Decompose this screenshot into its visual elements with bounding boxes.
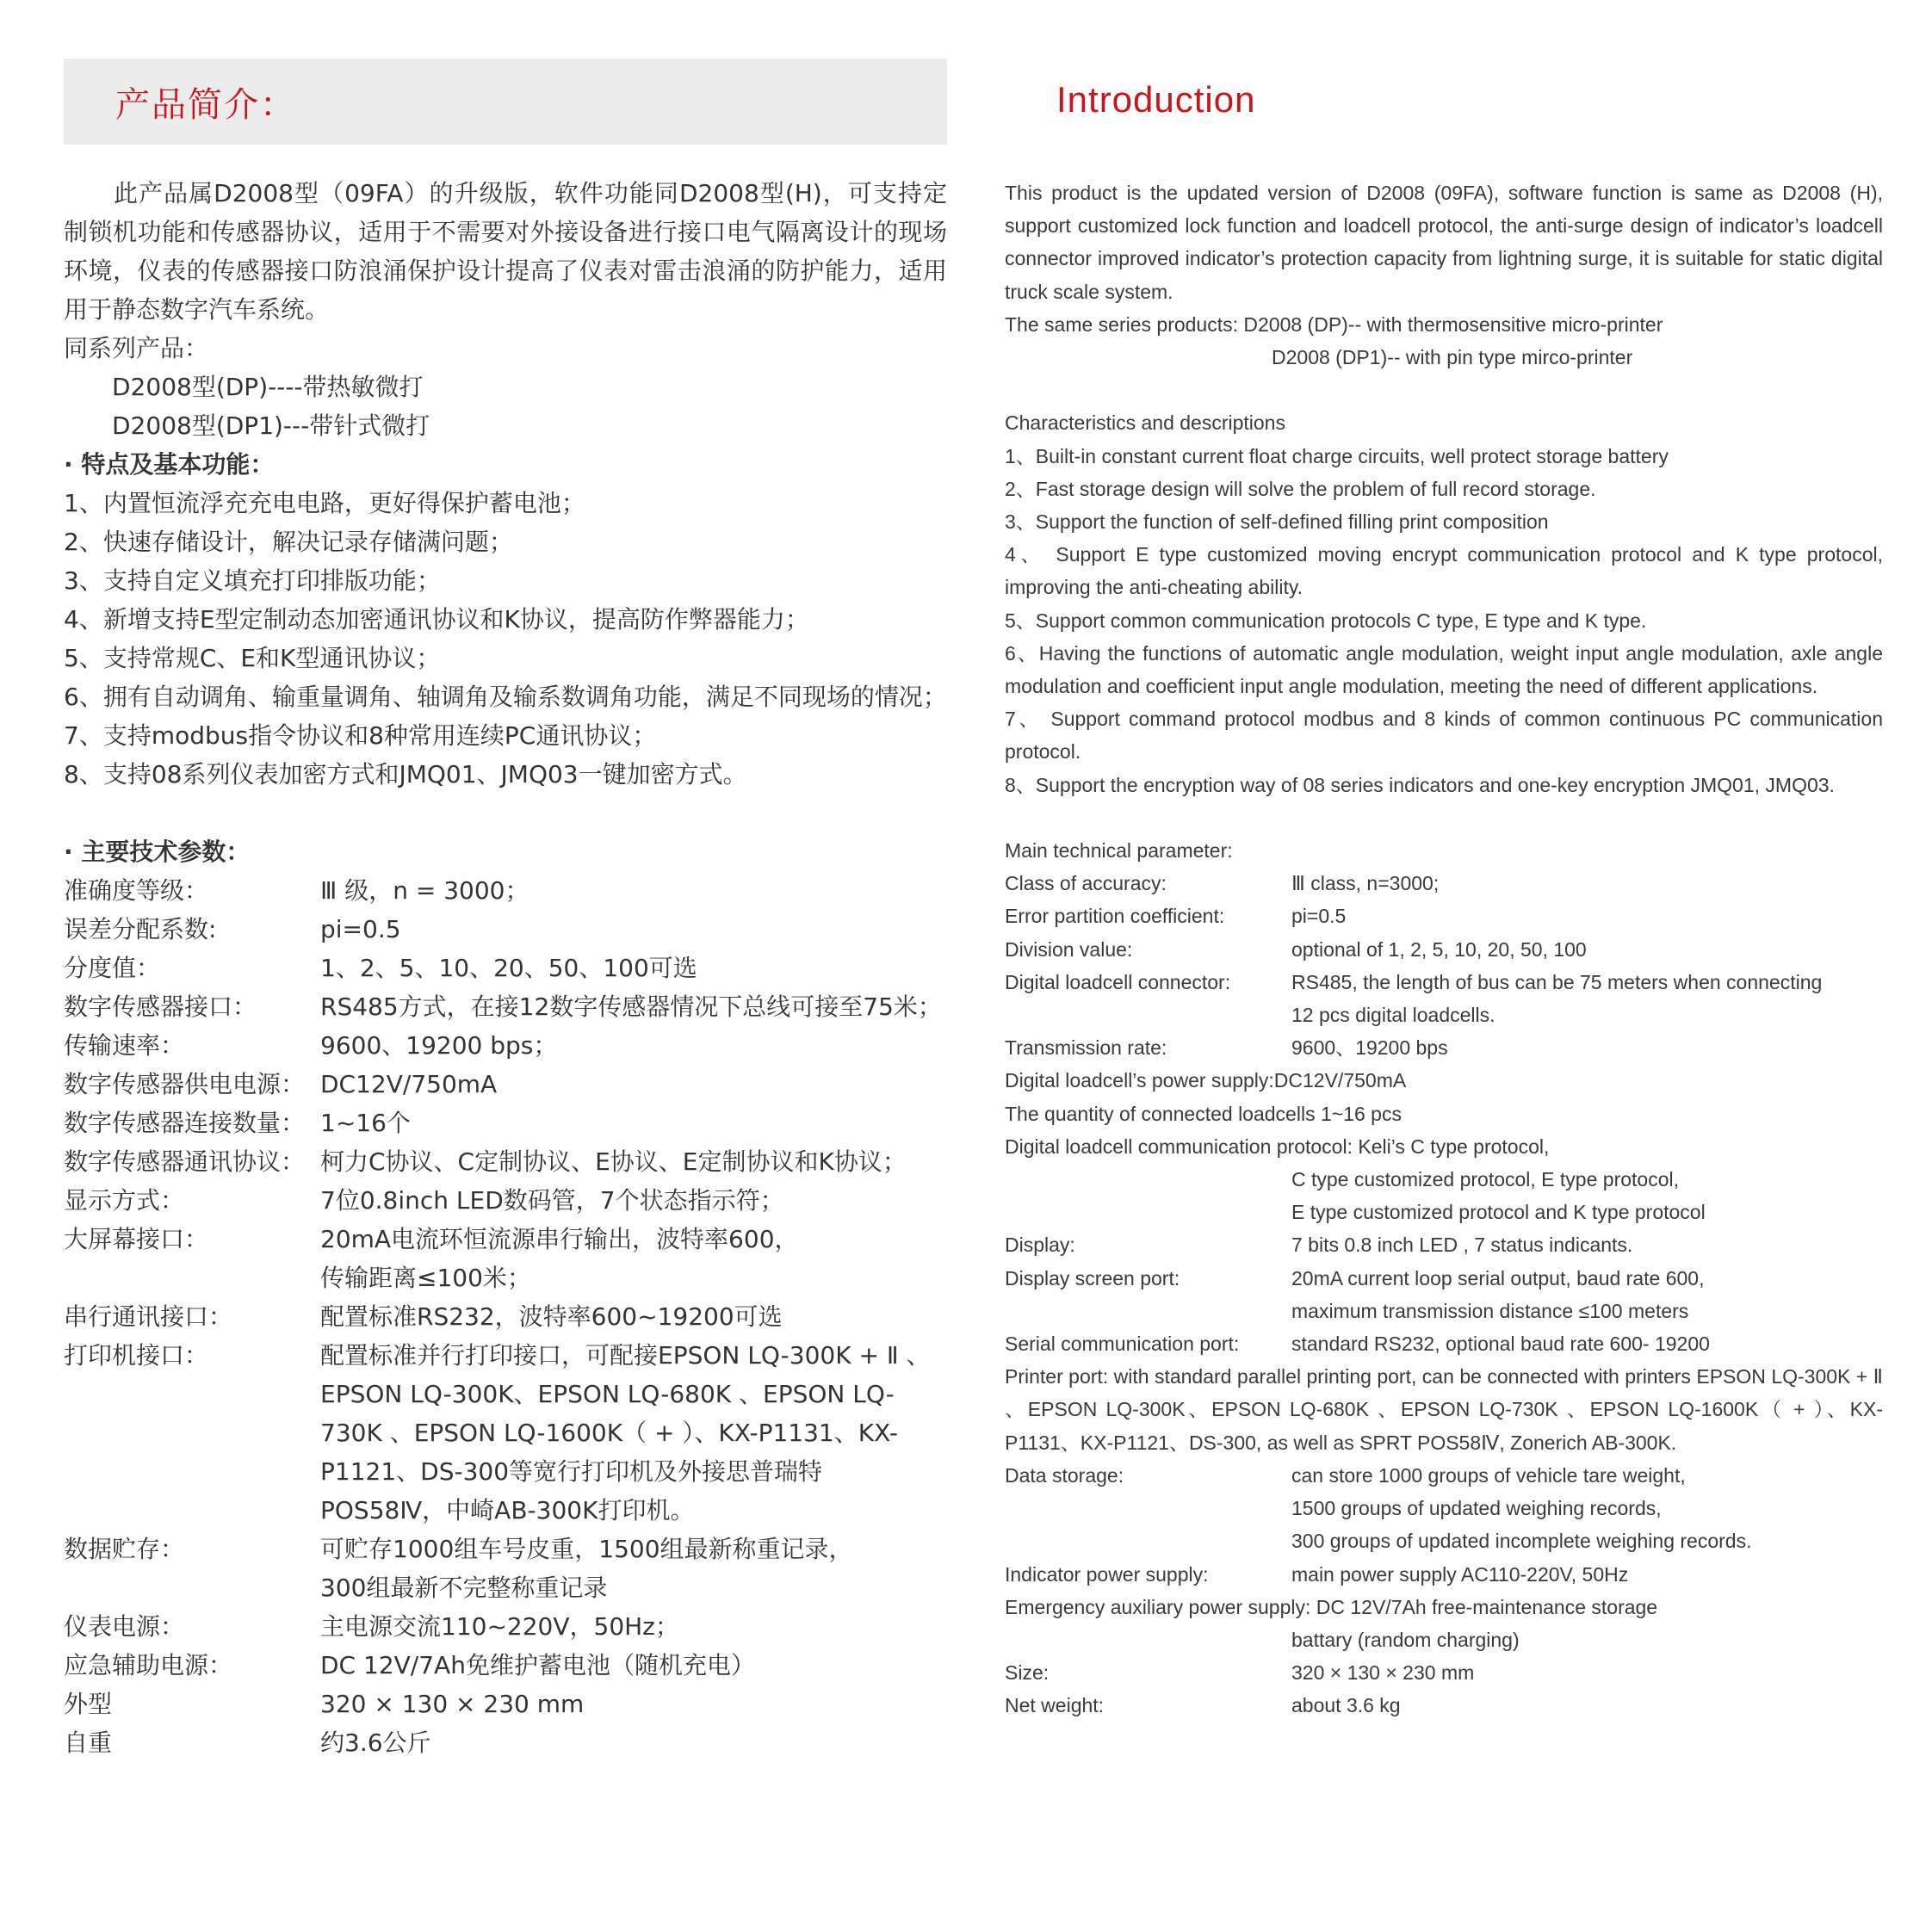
param-label: Error partition coefficient: [1005,905,1225,928]
en-feature-item: 1、Built-in constant current float charge circuits, well protect storage battery [1005,444,1669,467]
en-emergency-cont: battary (random charging) [1291,1628,1520,1651]
param-value [320,871,947,910]
param-value [320,1607,947,1646]
param-label: Indicator power supply: [1005,1562,1209,1586]
en-title-bar [1005,59,1883,145]
param-row [64,1646,947,1685]
param-label: 传输速率： [64,1031,185,1060]
param-value [1291,1228,1883,1261]
param-value [320,1530,947,1607]
param-value [320,1026,947,1065]
param-value [1291,867,1883,900]
param-value-line: 可贮存1000组车号皮重，1500组最新称重记录， [320,1535,853,1563]
param-label: 外型 [64,1690,113,1718]
en-params-title: Main technical parameter: [1005,839,1233,863]
zh-feature-item: 1、内置恒流浮充充电电路，更好得保护蓄电池； [64,489,585,517]
en-params-table [1005,867,1883,1064]
param-row [1005,1689,1883,1722]
param-label: 准确度等级： [64,876,209,905]
param-value [1291,1558,1883,1591]
param-value-line: 9600、19200 bps； [320,1031,558,1060]
param-label: 显示方式： [64,1186,185,1215]
param-value-line: POS58Ⅳ，中崎AB-300K打印机。 [320,1496,695,1524]
param-value-line: optional of 1, 2, 5, 10, 20, 50, 100 [1291,937,1587,961]
en-feature-item: 3、Support the function of self-defined filling print composition [1005,510,1549,534]
param-value-line: 300组最新不完整称重记录 [320,1574,608,1602]
zh-series-item: D2008型(DP1)---带针式微打 [112,411,430,440]
param-label: Transmission rate: [1005,1036,1167,1060]
param-row [1005,1327,1883,1360]
zh-intro: 此产品属D2008型（09FA）的升级版，软件功能同D2008型(H)，可支持定制锁机功能和传感器协议，适用于不需要对外接设备进行接口电气隔离设计的现场环境，仪表的传感器接口防浪涌保护设计提高了仪表对雷击浪涌的防护能力，适用用于静态数字汽车系统。 [64,179,947,324]
param-label: 自重 [64,1728,113,1757]
param-row [1005,966,1883,1031]
param-value [320,1142,947,1181]
param-row [64,910,947,949]
param-label: 数字传感器连接数量： [64,1109,306,1137]
param-value [1291,1327,1883,1360]
param-value [1291,1262,1883,1327]
param-value-line: DC12V/750mA [320,1070,498,1098]
zh-feature-item: 4、新增支持E型定制动态加密通讯协议和K协议，提高防作弊器能力； [64,605,809,634]
param-value-line: 7 bits 0.8 inch LED , 7 status indicants. [1291,1234,1633,1257]
param-row [64,1530,947,1607]
param-value-line: main power supply AC110-220V, 50Hz [1291,1562,1629,1586]
param-label: 大屏幕接口： [64,1225,209,1253]
param-label: 数字传感器供电电源： [64,1070,306,1098]
param-value [320,1065,947,1104]
param-label: Display: [1005,1234,1075,1257]
param-row [64,1723,947,1762]
param-value [1291,933,1883,966]
param-value [320,1336,947,1530]
param-value-line: 12 pcs digital loadcells. [1291,1004,1495,1027]
param-value-line: pi=0.5 [1291,905,1347,928]
param-row [64,1026,947,1065]
zh-title-bar [64,59,947,145]
en-feature-item: 5、Support common communication protocols C type, E type and K type. [1005,609,1647,632]
param-value-line: 配置标准并行打印接口，可配接EPSON LQ-300K + Ⅱ 、 [320,1341,931,1370]
param-value [1291,1656,1883,1689]
param-value-line: 传输距离≤100米； [320,1264,531,1292]
param-value [320,1220,947,1297]
param-value [320,1297,947,1336]
en-params-table [1005,1228,1883,1360]
en-power-supply: Digital loadcell’s power supply:DC12V/750mA [1005,1069,1407,1092]
param-row [1005,1656,1883,1689]
param-value-line: 320 × 130 × 230 mm [320,1690,585,1718]
param-row [64,1297,947,1336]
param-label: 数字传感器通讯协议： [64,1147,306,1176]
param-label: 误差分配系数: [64,915,217,943]
param-label: 分度值： [64,954,161,982]
param-label: Digital loadcell connector: [1005,970,1231,993]
en-params-table [1005,1459,1883,1591]
en-protocol-cont: E type customized protocol and K type protocol [1291,1201,1706,1224]
param-label: Size: [1005,1661,1050,1685]
en-quantity: The quantity of connected loadcells 1~16 pcs [1005,1102,1402,1125]
zh-feature-item: 6、拥有自动调角、输重量调角、轴调角及输系数调角功能，满足不同现场的情况； [64,683,947,711]
zh-feature-item: 8、支持08系列仪表加密方式和JMQ01、JMQ03一键加密方式。 [64,760,747,788]
param-value-line: Ⅲ 级，n = 3000； [320,876,529,905]
param-row [64,1181,947,1220]
param-row [64,1607,947,1646]
zh-features-list [64,484,947,794]
param-value-line: 20mA电流环恒流源串行输出，波特率600， [320,1225,799,1253]
param-row [1005,933,1883,966]
param-row [64,1065,947,1104]
en-intro: This product is the updated version of D2008 (09FA), software function is same as D2008 (H), support customized lock function and loadcell protocol, the anti-surge design of indicator’s loadcell connector improved indicator’s protection capacity from lightning surge, it is suitable for static digital truck scale system. [1005,182,1883,303]
en-protocol-cont: C type customized protocol, E type protocol, [1291,1168,1679,1191]
param-label: 串行通讯接口： [64,1302,233,1331]
param-row [64,987,947,1026]
param-label: Net weight: [1005,1694,1105,1717]
param-row [64,1336,947,1530]
param-value-line: 约3.6公斤 [320,1728,431,1757]
param-label: Data storage: [1005,1463,1124,1487]
param-value-line: 1~16个 [320,1109,411,1137]
zh-series-item: D2008型(DP)----带热敏微打 [112,373,424,401]
param-value [320,987,947,1026]
en-feature-item: 4、 Support E type customized moving encrypt communication protocol and K type protocol, improving the anti-cheating ability. [1005,543,1883,599]
param-value [1291,966,1883,1031]
zh-feature-item: 7、支持modbus指令协议和8种常用连续PC通讯协议； [64,721,657,750]
param-value-line: maximum transmission distance ≤100 meters [1291,1299,1689,1322]
param-row [64,1142,947,1181]
en-body [1005,176,1883,1722]
param-label: 数据贮存： [64,1535,185,1563]
param-value-line: 1500 groups of updated weighing records, [1291,1497,1662,1520]
param-value-line: 7位0.8inch LED数码管，7个状态指示符； [320,1186,784,1215]
param-value-line: Ⅲ class, n=3000; [1291,872,1440,895]
zh-feature-item: 3、支持自定义填充打印排版功能； [64,566,441,595]
param-value-line: about 3.6 kg [1291,1694,1401,1717]
en-features-title: Characteristics and descriptions [1005,411,1285,435]
param-row [64,1220,947,1297]
param-value [320,1723,947,1762]
param-value-line: 1、2、5、10、20、50、100可选 [320,954,697,982]
en-feature-item: 6、Having the functions of automatic angle modulation, weight input angle modulation, axle angle modulation and coefficient input angle modulation, meeting the need of different applications. [1005,641,1883,698]
chinese-column [64,59,947,1762]
param-row [64,1685,947,1723]
param-row [64,1104,947,1142]
param-value-line: can store 1000 groups of vehicle tare weight, [1291,1463,1686,1487]
param-value-line: 20mA current loop serial output, baud rate 600, [1291,1266,1705,1289]
param-row [1005,867,1883,900]
param-value [320,1646,947,1685]
param-value [320,1685,947,1723]
param-value-line: 主电源交流110~220V，50Hz； [320,1612,679,1641]
param-value-line: standard RS232, optional baud rate 600- 19200 [1291,1333,1710,1356]
param-value-line: 320 × 130 × 230 mm [1291,1661,1475,1685]
en-protocol: Digital loadcell communication protocol: Keli’s C type protocol, [1005,1135,1550,1158]
param-value-line: RS485, the length of bus can be 75 meters when connecting [1291,970,1823,993]
zh-feature-item: 2、快速存储设计，解决记录存储满问题； [64,528,513,556]
param-value-line: DC 12V/7Ah免维护蓄电池（随机充电） [320,1651,755,1679]
param-value [1291,1459,1883,1558]
param-row [64,871,947,910]
param-label: 应急辅助电源： [64,1651,233,1679]
param-value-line: 配置标准RS232，波特率600~19200可选 [320,1302,783,1331]
zh-series-label: 同系列产品： [64,334,209,362]
param-label: 打印机接口： [64,1341,209,1370]
en-feature-item: 2、Fast storage design will solve the problem of full record storage. [1005,477,1596,500]
zh-body [64,174,947,1762]
param-row [1005,1459,1883,1558]
en-feature-item: 7、 Support command protocol modbus and 8 kinds of common continuous PC communication protocol. [1005,708,1883,764]
en-params-table [1005,1656,1883,1722]
param-value-line: pi=0.5 [320,915,401,943]
zh-features-title: · 特点及基本功能： [64,450,275,479]
param-row [64,949,947,987]
param-row [1005,1262,1883,1327]
zh-params-title: · 主要技术参数： [64,838,251,866]
param-label: Serial communication port: [1005,1333,1240,1356]
param-label: Display screen port: [1005,1266,1180,1289]
en-series-line: D2008 (DP1)-- with pin type mirco-printer [1272,346,1633,369]
param-row [1005,900,1883,932]
param-label: Division value: [1005,937,1133,961]
param-value [1291,1689,1883,1722]
param-value-line: RS485方式，在接12数字传感器情况下总线可接至75米； [320,993,942,1021]
param-value [320,1181,947,1220]
param-value [1291,1031,1883,1064]
en-series-line: The same series products: D2008 (DP)-- with thermosensitive micro-printer [1005,312,1663,336]
en-emergency-power: Emergency auxiliary power supply: DC 12V/7Ah free-maintenance storage [1005,1595,1658,1618]
en-title: Introduction [1056,79,1256,120]
param-label: 数字传感器接口： [64,993,257,1021]
en-features-list [1005,440,1883,801]
zh-feature-item: 5、支持常规C、E和K型通讯协议； [64,644,441,672]
param-value-line: 柯力C协议、C定制协议、E协议、E定制协议和K协议； [320,1147,907,1176]
param-value-line: EPSON LQ-300K、EPSON LQ-680K 、EPSON LQ- [320,1380,895,1408]
param-label: 仪表电源： [64,1612,185,1641]
param-value [320,910,947,949]
param-value-line: 730K 、EPSON LQ-1600K（ + ）、KX-P1131、KX- [320,1419,898,1447]
param-value-line: P1121、DS-300等宽行打印机及外接思普瑞特 [320,1457,823,1486]
param-label: Class of accuracy: [1005,872,1167,895]
zh-params-table [64,871,947,1762]
param-row [1005,1031,1883,1064]
english-column [1005,59,1883,1722]
param-value-line: 9600、19200 bps [1291,1036,1448,1060]
param-value [320,1104,947,1142]
en-printer-port: Printer port: with standard parallel printing port, can be connected with printers EPSON LQ-300K + Ⅱ 、EPSON LQ-300K、EPSON LQ-680K 、EPSON LQ-730K 、EPSON LQ-1600K（ + ）、KX-P1131、KX-P1121、DS-300, as well as SPRT POS58Ⅳ, Zonerich AB-300K. [1005,1365,1883,1454]
param-value-line: 300 groups of updated incomplete weighing records. [1291,1530,1752,1553]
en-feature-item: 8、Support the encryption way of 08 series indicators and one-key encryption JMQ01, JMQ03. [1005,773,1835,796]
zh-title: 产品简介： [115,85,296,125]
param-row [1005,1558,1883,1591]
param-row [1005,1228,1883,1261]
param-value [320,949,947,987]
param-value [1291,900,1883,932]
